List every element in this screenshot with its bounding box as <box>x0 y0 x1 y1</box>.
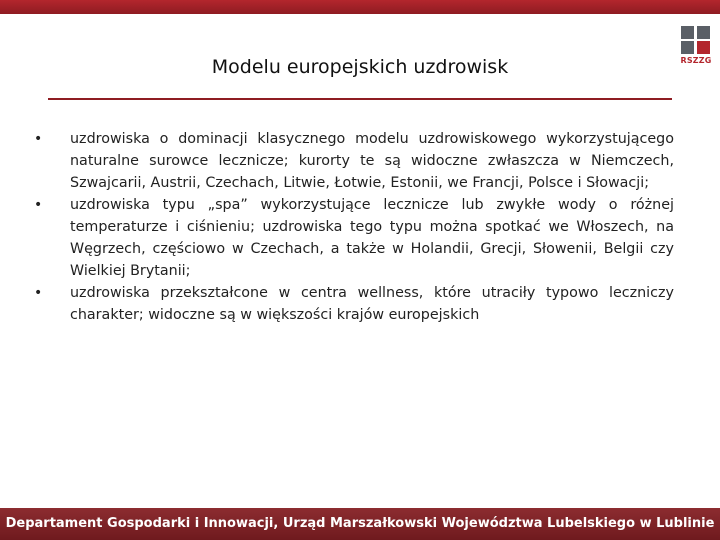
bullet-icon: • <box>34 197 43 213</box>
slide-title: Modelu europejskich uzdrowisk <box>211 56 509 78</box>
bullet-icon: • <box>34 131 43 147</box>
list-item <box>34 194 674 282</box>
logo-text: RSZZG <box>680 56 712 65</box>
list-item-text: uzdrowiska przekształcone w centra wellness, które utraciły typowo leczniczy charakter; widoczne są w większości krajów europejskich <box>70 285 674 323</box>
logo-square-icon <box>697 41 710 54</box>
logo-square-icon <box>697 26 710 39</box>
list-item <box>34 282 674 326</box>
list-item-text: uzdrowiska typu „spa” wykorzystujące lecznicze lub zwykłe wody o różnej temperaturze i ciśnieniu; uzdrowiska tego typu można spotkać we Włoszech, na Węgrzech, częściowo w Czechach, a także w Holandii, Grecji, Słowenii, Belgii czy Wielkiej Brytanii; <box>70 197 674 279</box>
logo-square-icon <box>681 41 694 54</box>
rszzg-logo <box>678 24 714 68</box>
top-accent-bar <box>0 0 720 14</box>
footer-text: Departament Gospodarki i Innowacji, Urząd Marszałkowski Województwa Lubelskiego w Lublinie <box>5 516 715 531</box>
list-item-text: uzdrowiska o dominacji klasycznego modelu uzdrowiskowego wykorzystującego naturalne surowce lecznicze; kurorty te są widoczne zwłaszcza w Niemczech, Szwajcarii, Austrii, Czechach, Litwie, Łotwie, Estonii, we Francji, Polsce i Słowacji; <box>70 131 674 191</box>
title-divider <box>48 98 672 100</box>
bullet-icon: • <box>34 285 43 301</box>
bullet-list <box>34 128 674 326</box>
logo-square-icon <box>681 26 694 39</box>
footer-bar <box>0 508 720 540</box>
list-item <box>34 128 674 194</box>
